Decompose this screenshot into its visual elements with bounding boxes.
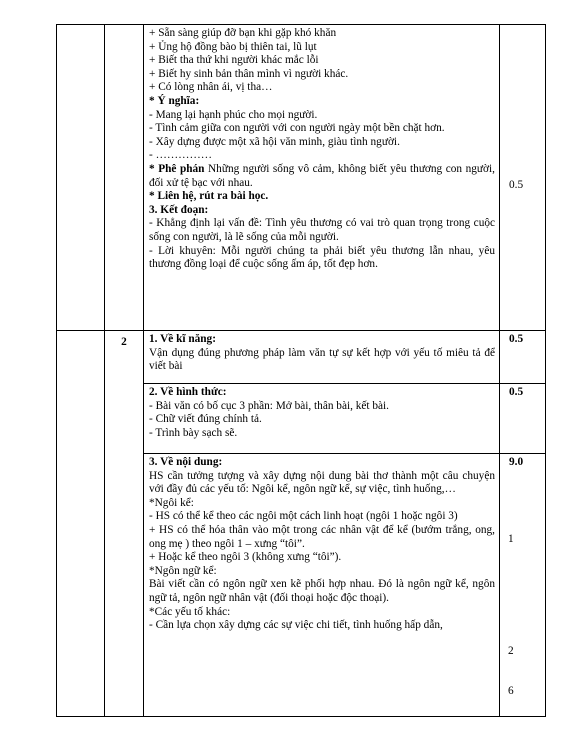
text-line: HS cần tưởng tượng và xây dựng nội dung bài thơ thành một câu chuyện với đầy đủ các yếu tố: Ngôi kể, ngôn ngữ kể, sự việc, tình huống,… [149, 469, 495, 496]
text-line: - Tình cảm giữa con người với con người ngày một bền chặt hơn. [149, 122, 445, 135]
question-number: 2 [121, 336, 127, 348]
score-cell [500, 384, 546, 454]
text-span: Những người sống vô cảm, không biết yêu thương con người, đối xử tệ bạc với nhau. [149, 162, 495, 189]
text-line: - …………… [149, 149, 213, 162]
text-line: + Ủng hộ đồng bào bị thiên tai, lũ lụt [149, 40, 317, 53]
table-row [57, 331, 546, 384]
text-line [149, 163, 495, 190]
blank-cell [57, 331, 105, 717]
text-line: + Biết hy sinh bản thân mình vì người khác. [149, 67, 349, 80]
score-cell [500, 25, 546, 331]
section-heading: 2. Về hình thức: [149, 386, 227, 398]
content-cell [144, 331, 500, 384]
text-line: - HS có thể kể theo các ngôi một cách linh hoạt (ngôi 1 hoặc ngôi 3) [149, 510, 458, 523]
text-line: - Lời khuyên: Mỗi người chúng ta phải biết yêu thương lẫn nhau, yêu thương đồng loại để cuộc sống ấm áp, tốt đẹp hơn. [149, 244, 495, 271]
score-total: 9.0 [509, 456, 524, 468]
bold-prefix: * Phê phán [149, 162, 205, 175]
content-cell [144, 454, 500, 717]
text-line: - Xây dựng được một xã hội văn minh, giàu tình người. [149, 135, 400, 148]
text-line: + Có lòng nhân ái, vị tha… [149, 81, 273, 94]
text-line: + Sẵn sàng giúp đỡ bạn khi gặp khó khăn [149, 27, 337, 39]
text-line: *Ngôn ngữ kể: [149, 564, 217, 577]
text-line: *Ngôi kể: [149, 496, 194, 509]
text-line: + Biết tha thứ khi người khác mắc lỗi [149, 54, 319, 67]
text-line: - Cần lựa chọn xây dựng các sự việc chi tiết, tình huống hấp dẫn, [149, 619, 443, 632]
question-number-cell [105, 331, 144, 717]
answer-table [56, 24, 546, 717]
section-heading: * Liên hệ, rút ra bài học. [149, 190, 269, 203]
text-line: Bài viết cần có ngôn ngữ xen kẽ phối hợp nhau. Đó là ngôn ngữ kể, ngôn ngữ tả, ngôn ngữ nhân vật (đối thoại hoặc độc thoại). [149, 578, 495, 604]
score-value: 0.5 [509, 333, 524, 345]
score-value: 0.5 [509, 386, 524, 398]
content-cell [144, 25, 500, 331]
text-line: + Hoặc kể theo ngôi 3 (không xưng “tôi”). [149, 551, 342, 564]
score-value: 1 [508, 533, 514, 545]
section-heading: 3. Kết đoạn: [149, 203, 209, 216]
score-value: 0.5 [509, 178, 524, 191]
text-line: Vận dụng đúng phương pháp làm văn tự sự kết hợp với yếu tố miêu tả để viết bài [149, 346, 495, 373]
content-cell [144, 384, 500, 454]
section-heading: 3. Về nội dung: [149, 456, 223, 468]
text-line: + HS có thể hóa thân vào một trong các nhân vật để kể (bướm trắng, ong, ong mẹ ) theo ngôi 1 – xưng “tôi”. [149, 523, 495, 550]
text-line: *Các yếu tố khác: [149, 605, 231, 618]
section-heading: * Ý nghĩa: [149, 94, 200, 107]
section-heading: 1. Về kĩ năng: [149, 333, 216, 345]
blank-cell [105, 25, 144, 331]
score-value: 6 [508, 685, 514, 697]
score-value: 2 [508, 645, 514, 657]
text-line: - Chữ viết đúng chính tả. [149, 413, 262, 426]
score-cell [500, 331, 546, 384]
score-cell [500, 454, 546, 717]
text-line: - Trình bày sạch sẽ. [149, 426, 238, 439]
text-line: - Khẳng định lại vấn đề: Tình yêu thương có vai trò quan trọng trong cuộc sống con người, là lẽ sống của mỗi người. [149, 217, 495, 243]
text-line: - Mang lại hạnh phúc cho mọi người. [149, 108, 318, 121]
text-line: - Bài văn có bố cục 3 phần: Mở bài, thân bài, kết bài. [149, 399, 390, 412]
blank-cell [57, 25, 105, 331]
table-row [57, 25, 546, 331]
